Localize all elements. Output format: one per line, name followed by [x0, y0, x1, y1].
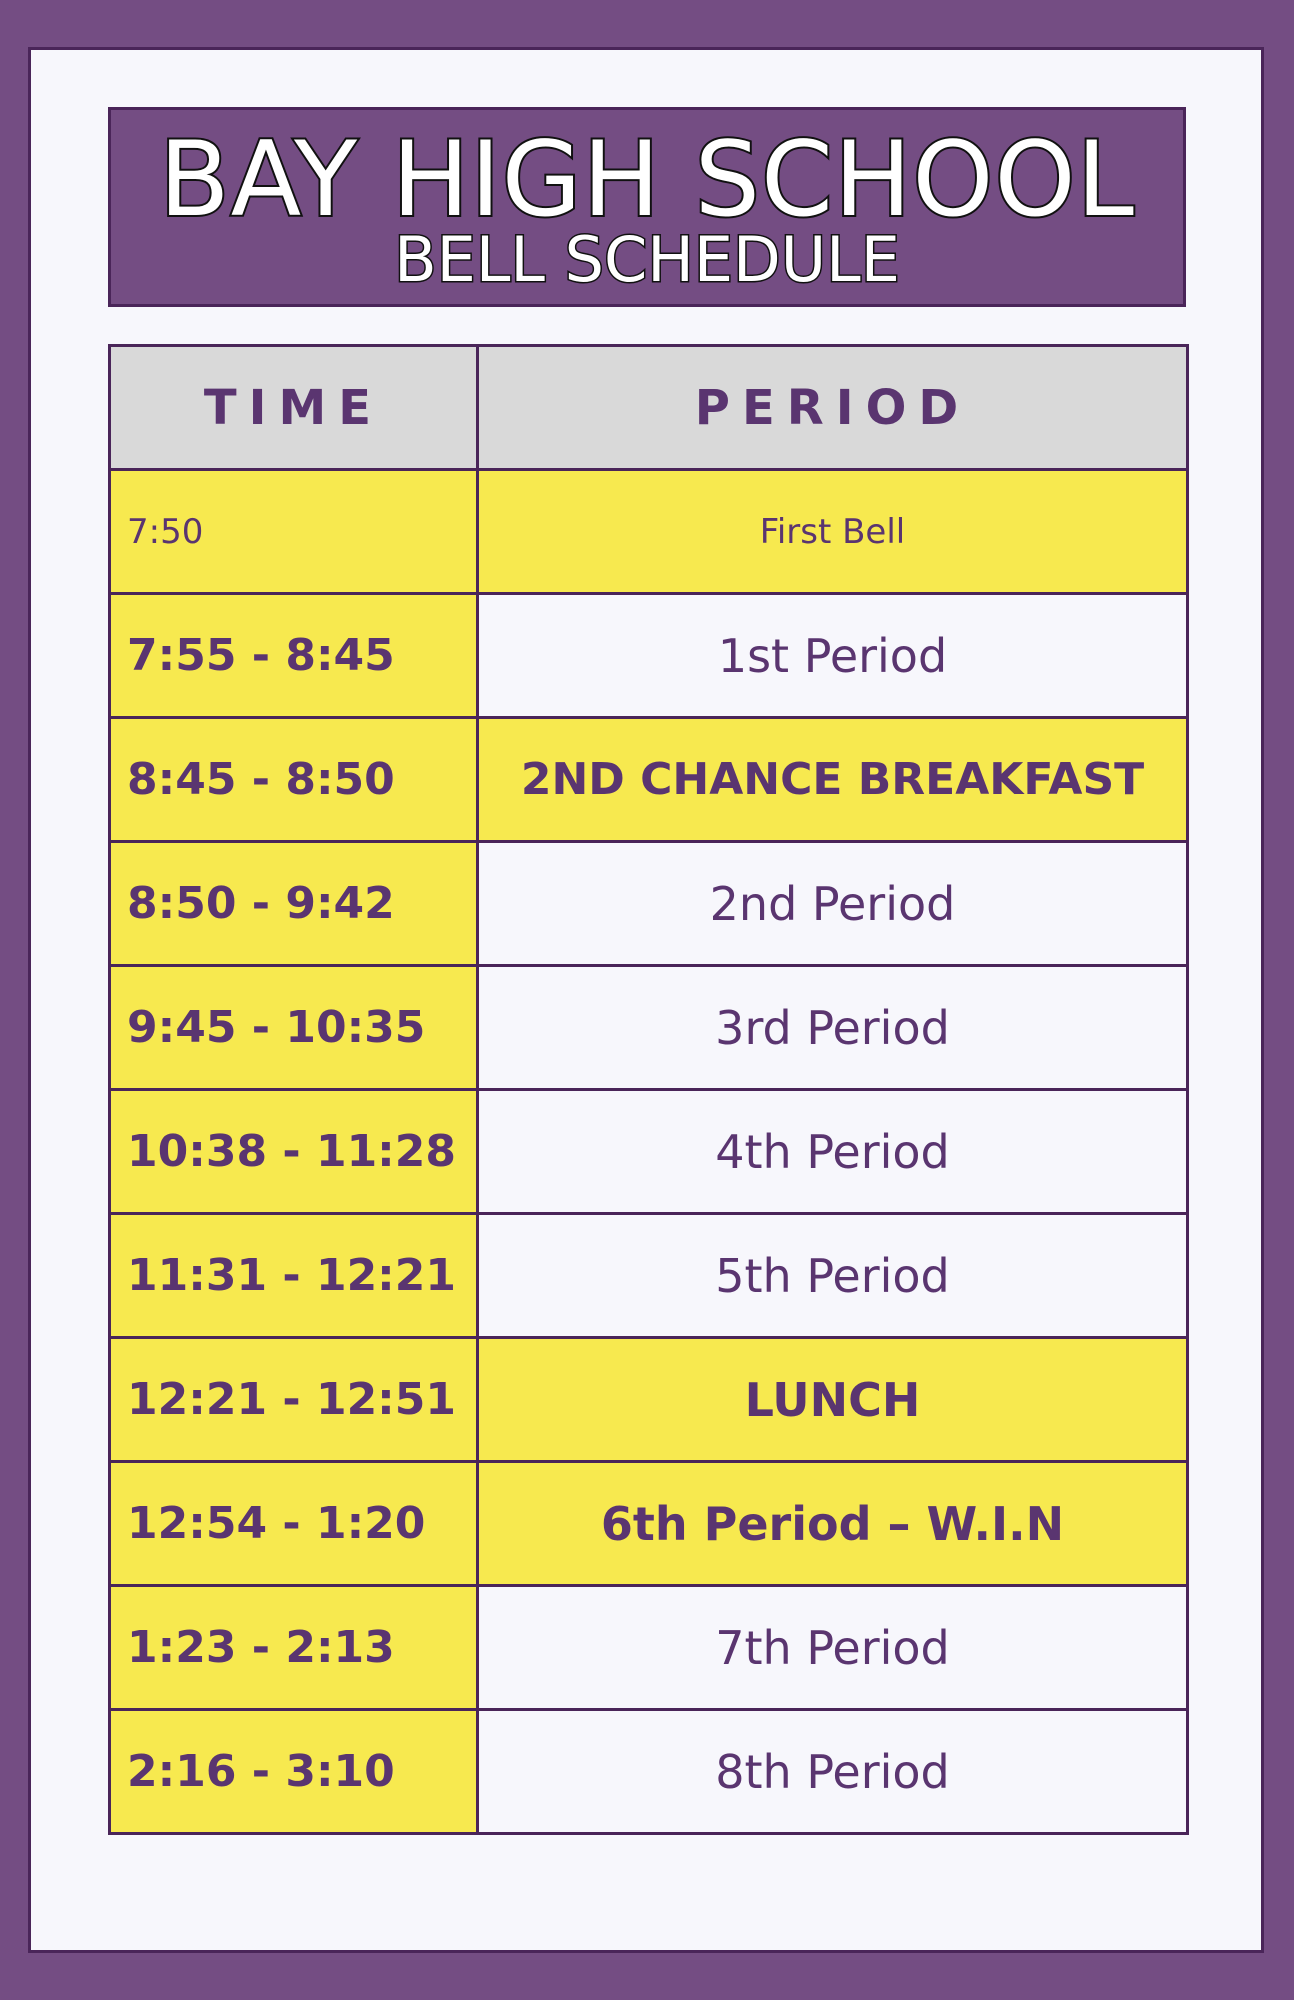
table-row [110, 470, 1188, 594]
table-row [110, 966, 1188, 1090]
period-cell: 1st Period [478, 594, 1188, 718]
time-cell: 12:21 - 12:51 [110, 1338, 478, 1462]
time-cell: 10:38 - 11:28 [110, 1090, 478, 1214]
table-row [110, 842, 1188, 966]
school-name: BAY HIGH SCHOOL [159, 120, 1135, 240]
time-cell: 7:50 [110, 470, 478, 594]
table-row [110, 1090, 1188, 1214]
title-banner [108, 107, 1186, 307]
period-cell: 8th Period [478, 1710, 1188, 1834]
period-cell: 6th Period – W.I.N [478, 1462, 1188, 1586]
bell-schedule-table [108, 344, 1189, 1835]
period-cell: 2ND CHANCE BREAKFAST [478, 718, 1188, 842]
table-row [110, 718, 1188, 842]
schedule-subtitle: BELL SCHEDULE [394, 223, 900, 296]
time-cell: 8:50 - 9:42 [110, 842, 478, 966]
time-cell: 11:31 - 12:21 [110, 1214, 478, 1338]
table-row [110, 1586, 1188, 1710]
period-cell: 4th Period [478, 1090, 1188, 1214]
table-row [110, 1710, 1188, 1834]
period-cell: LUNCH [478, 1338, 1188, 1462]
period-cell: 7th Period [478, 1586, 1188, 1710]
column-header-time: TIME [110, 346, 478, 470]
column-header-period: PERIOD [478, 346, 1188, 470]
table-row [110, 1462, 1188, 1586]
table-header-row [110, 346, 1188, 470]
time-cell: 7:55 - 8:45 [110, 594, 478, 718]
period-cell: 5th Period [478, 1214, 1188, 1338]
time-cell: 2:16 - 3:10 [110, 1710, 478, 1834]
period-cell: First Bell [478, 470, 1188, 594]
time-cell: 1:23 - 2:13 [110, 1586, 478, 1710]
time-cell: 12:54 - 1:20 [110, 1462, 478, 1586]
time-cell: 8:45 - 8:50 [110, 718, 478, 842]
table-row [110, 1338, 1188, 1462]
table-row [110, 1214, 1188, 1338]
period-cell: 2nd Period [478, 842, 1188, 966]
time-cell: 9:45 - 10:35 [110, 966, 478, 1090]
period-cell: 3rd Period [478, 966, 1188, 1090]
table-row [110, 594, 1188, 718]
